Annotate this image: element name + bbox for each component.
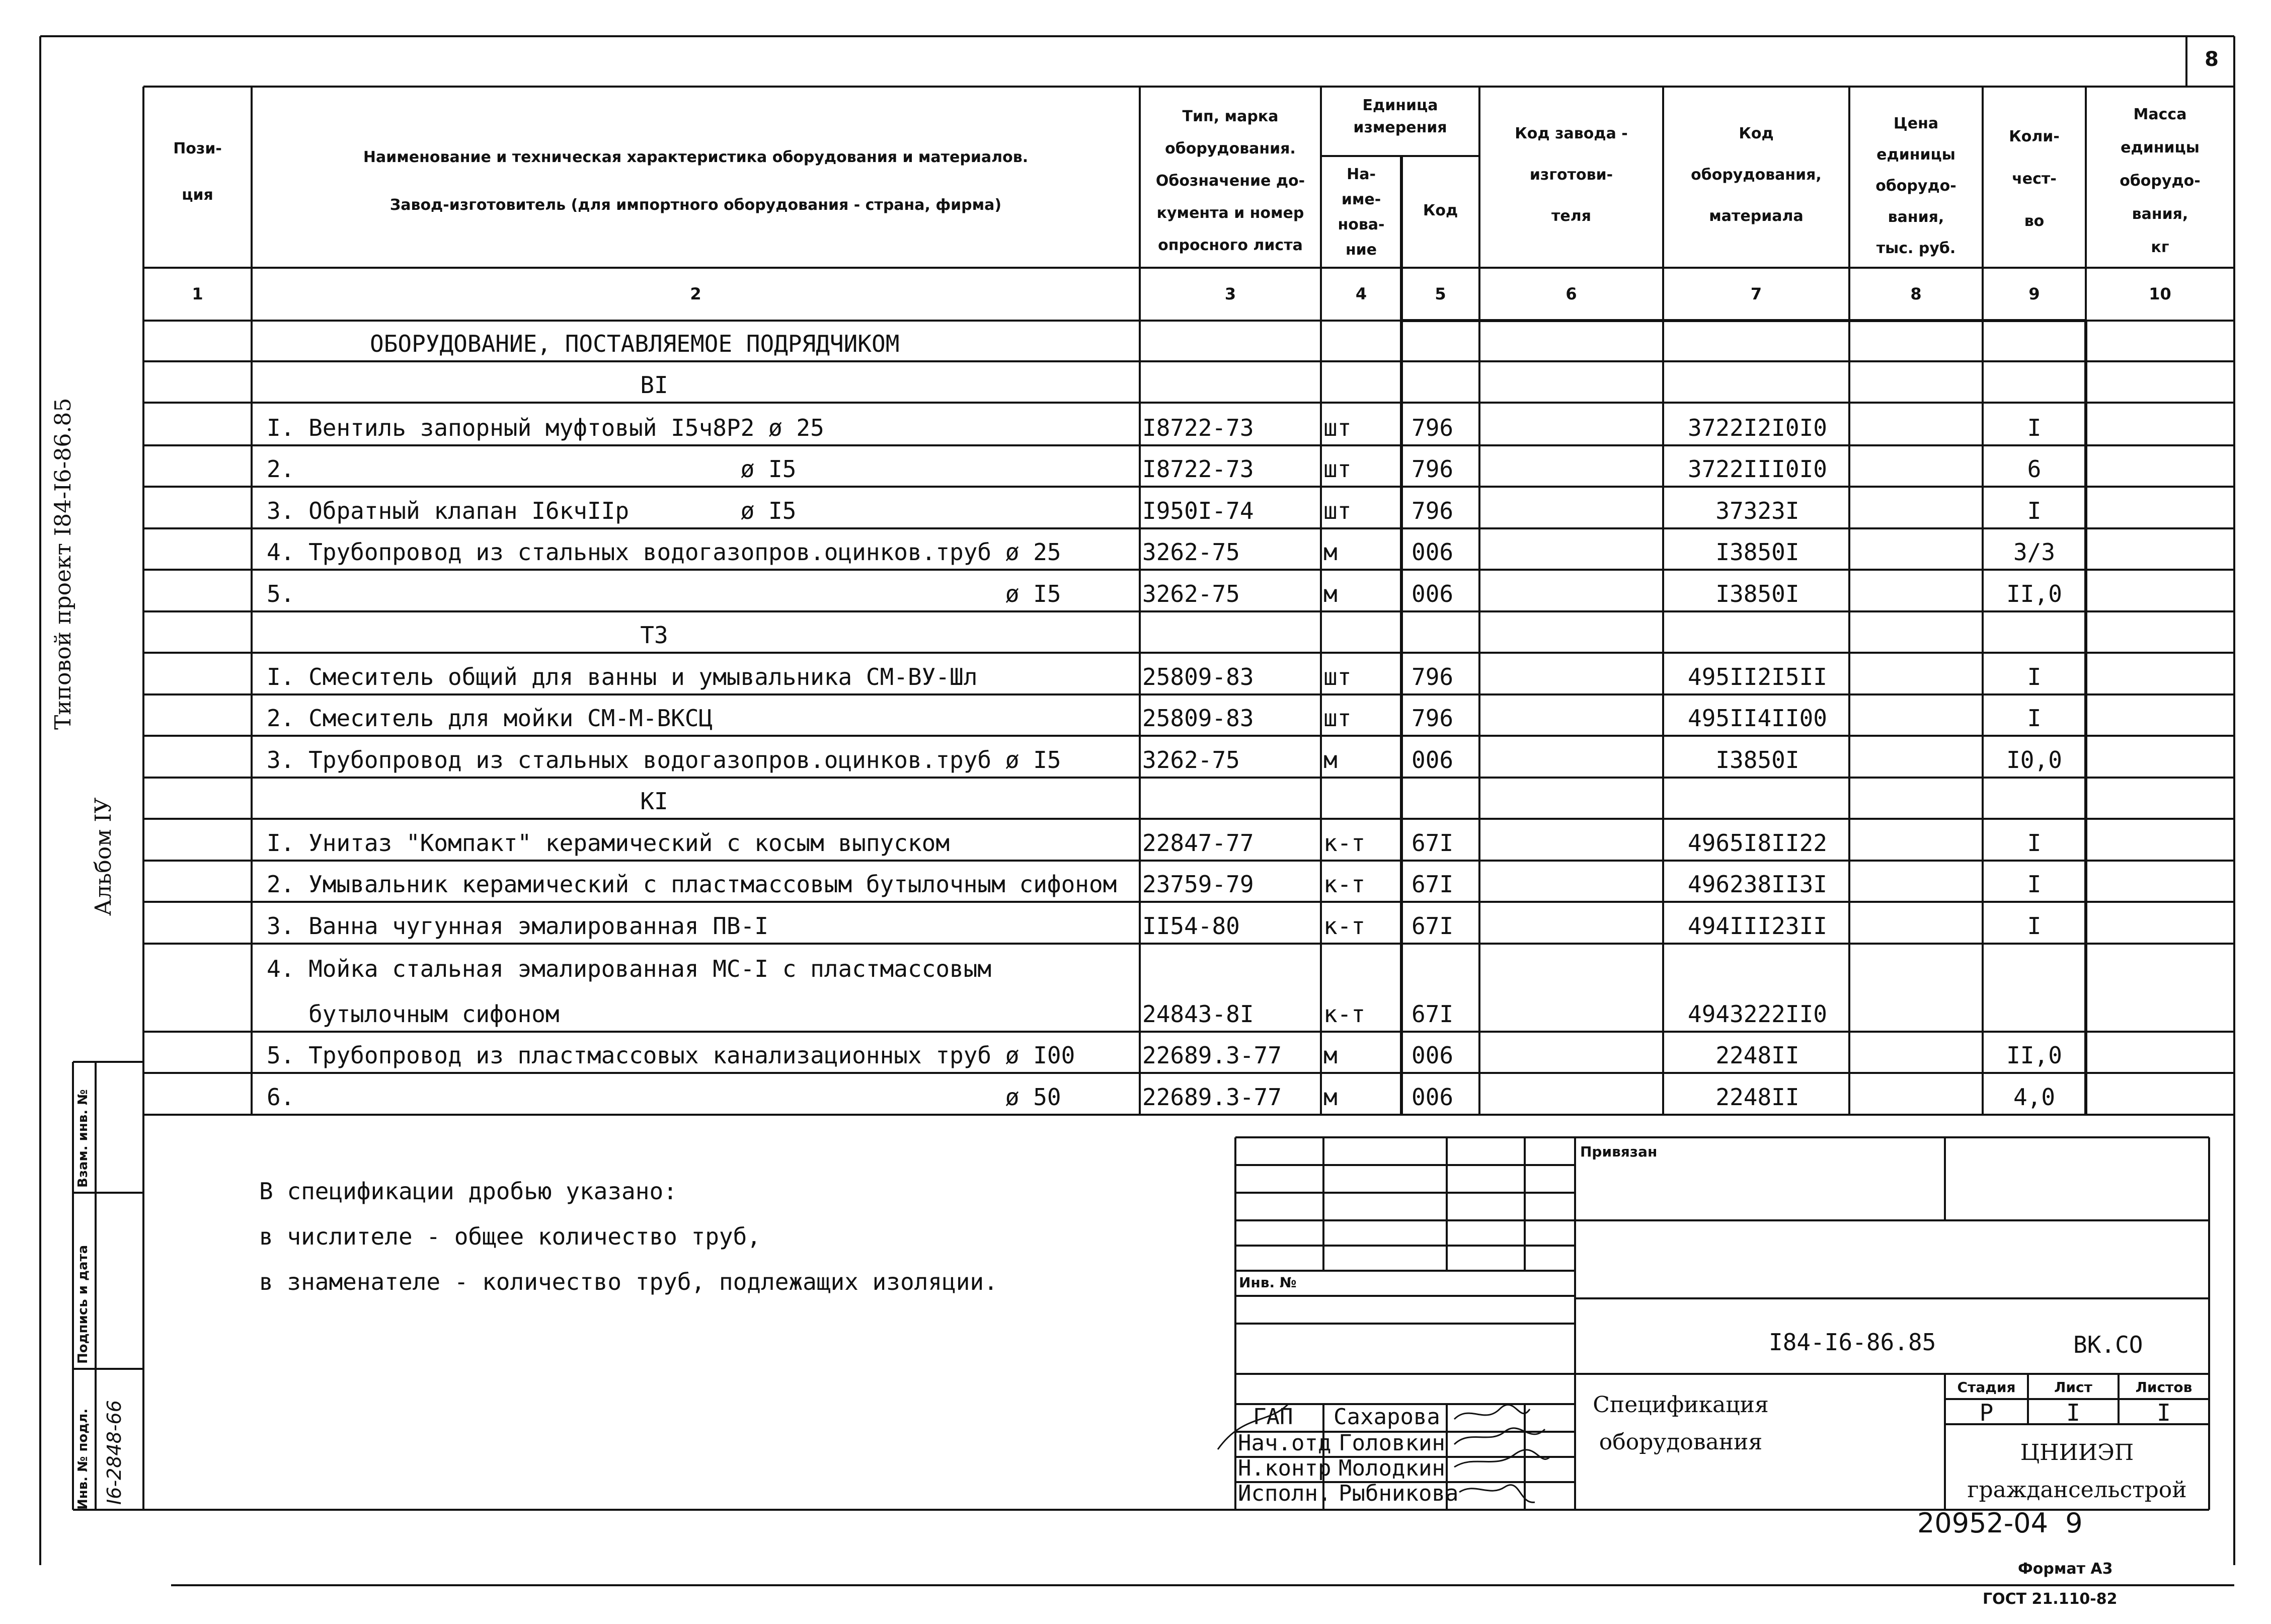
item-equipment-code: 494III23II [1688, 912, 1827, 940]
item-unit: к-т [1323, 829, 1366, 857]
role-1-name: Сахарова [1334, 1404, 1440, 1430]
role-3-name: Молодкин [1339, 1455, 1445, 1481]
item-type: 24843-8I [1142, 1000, 1254, 1028]
header-position: Пози- ция [173, 140, 222, 204]
item-type: 22689.3-77 [1142, 1042, 1282, 1069]
col-num-5: 5 [1435, 284, 1446, 303]
item-equipment-code: 3722III0I0 [1688, 455, 1827, 483]
item-name: I. Смеситель общий для ванны и умывальника СМ-ВУ-Шл [267, 663, 978, 690]
header-equipment-code: Код оборудования, материала [1691, 125, 1822, 225]
item-type: 25809-83 [1142, 663, 1254, 690]
item-unit: шт [1323, 414, 1352, 441]
linked-label: Привязан [1580, 1143, 1658, 1160]
role-3: Н.контр [1238, 1455, 1332, 1481]
item-name: 2. Умывальник керамический с пластмассовым бутылочным сифоном [267, 871, 1117, 898]
item-name: 6. ø 50 [267, 1084, 1061, 1111]
col-num-4: 4 [1355, 284, 1367, 303]
format-label: Формат А3 [2018, 1560, 2113, 1578]
item-name: I. Унитаз "Компакт" керамический с косым выпуском [267, 829, 950, 857]
item-name: 3. Трубопровод из стальных водогазопров.оцинков.труб ø I5 [267, 746, 1061, 774]
section-heading: ОБОРУДОВАНИЕ, ПОСТАВЛЯЕМОЕ ПОДРЯДЧИКОМ [370, 330, 900, 357]
item-unit: к-т [1323, 912, 1366, 940]
note-line-2: в числителе - общее количество труб, [259, 1223, 761, 1250]
item-unit: м [1323, 1042, 1338, 1069]
item-unit: к-т [1323, 1000, 1366, 1028]
col-num-10: 10 [2149, 284, 2171, 303]
inv-orig-label: Инв. № подл. [75, 1408, 91, 1510]
item-unit-code: 67I [1412, 1000, 1454, 1028]
item-unit: к-т [1323, 871, 1366, 898]
col-num-3: 3 [1224, 284, 1236, 303]
item-quantity: I [2027, 829, 2042, 857]
header-price: Цена единицы оборудо- вания, тыс. руб. [1875, 115, 1956, 257]
item-quantity: I [2027, 705, 2042, 732]
item-unit-code: 006 [1412, 1084, 1454, 1111]
sheet-value: I [2066, 1399, 2080, 1426]
item-type: 25809-83 [1142, 705, 1254, 732]
item-unit: шт [1323, 705, 1352, 732]
col-num-1: 1 [192, 284, 203, 303]
note-line-1: В спецификации дробью указано: [259, 1178, 677, 1205]
item-type: I950I-74 [1142, 497, 1254, 524]
item-type: 22689.3-77 [1142, 1084, 1282, 1111]
item-unit-code: 006 [1412, 580, 1454, 607]
header-factory-code: Код завода - изготови- теля [1515, 125, 1628, 225]
item-equipment-code: I3850I [1715, 580, 1799, 607]
item-quantity: I0,0 [2006, 746, 2062, 774]
col-num-6: 6 [1565, 284, 1577, 303]
header-mass: Масса единицы оборудо- вания, кг [2120, 106, 2201, 256]
item-quantity: 4,0 [2013, 1084, 2056, 1111]
inv-label: Инв. № [1239, 1274, 1297, 1291]
item-equipment-code: 3722I2I0I0 [1688, 414, 1827, 441]
section-code: Т3 [640, 622, 668, 649]
item-quantity: I [2027, 871, 2042, 898]
item-type: 22847-77 [1142, 829, 1254, 857]
item-unit: м [1323, 580, 1338, 607]
inv-orig-value: I6-2848-66 [103, 1400, 125, 1505]
stage-label: Стадия [1957, 1379, 2016, 1396]
item-unit: м [1323, 1084, 1338, 1111]
item-unit-code: 67I [1412, 912, 1454, 940]
item-name: 5. ø I5 [267, 580, 1061, 607]
album-label: Альбом IУ [91, 797, 116, 916]
item-quantity: 3/3 [2013, 538, 2056, 566]
item-name: 3. Обратный клапан I6кчIIр ø I5 [267, 497, 797, 524]
item-unit-code: 006 [1412, 538, 1454, 566]
item-unit-code: 796 [1412, 455, 1454, 483]
item-unit: м [1323, 746, 1338, 774]
item-type: 3262-75 [1142, 746, 1240, 774]
item-name: 2. Смеситель для мойки СМ-М-ВКСЦ [267, 705, 713, 732]
note-line-3: в знаменателе - количество труб, подлежащих изоляции. [259, 1268, 998, 1295]
item-equipment-code: 495II2I5II [1688, 663, 1827, 690]
section-code: BI [640, 371, 668, 399]
role-1: ГАП [1253, 1404, 1293, 1430]
item-unit-code: 67I [1412, 829, 1454, 857]
role-4: Исполн. [1238, 1481, 1332, 1506]
role-2: Нач.отд [1238, 1430, 1332, 1456]
item-name: 3. Ванна чугунная эмалированная ПВ-I [267, 912, 768, 940]
stage-value: Р [1979, 1399, 1994, 1426]
sign-date-label: Подпись и дата [75, 1245, 91, 1364]
item-quantity: II,0 [2006, 1042, 2062, 1069]
item-unit-code: 006 [1412, 1042, 1454, 1069]
archive-number: 20952-04 9 [1917, 1507, 2083, 1539]
item-unit-code: 796 [1412, 414, 1454, 441]
item-equipment-code: I3850I [1715, 538, 1799, 566]
item-name: 4. Мойка стальная эмалированная МС-I с пластмассовым [267, 955, 992, 982]
doc-title: Спецификация оборудования [1593, 1392, 1769, 1455]
role-2-name: Головкин [1339, 1430, 1445, 1456]
sheets-label: Листов [2135, 1379, 2192, 1396]
item-unit-code: 796 [1412, 497, 1454, 524]
header-unit-name: На- име- нова- ние [1338, 166, 1385, 259]
project-label: Типовой проект I84-I6-86.85 [50, 398, 76, 730]
header-quantity: Коли- чест- во [2009, 128, 2060, 230]
item-equipment-code: 2248II [1715, 1042, 1799, 1069]
item-quantity: I [2027, 497, 2042, 524]
item-type: 3262-75 [1142, 538, 1240, 566]
item-equipment-code: I3850I [1715, 746, 1799, 774]
item-equipment-code: 495II4II00 [1688, 705, 1827, 732]
item-equipment-code: 2248II [1715, 1084, 1799, 1111]
role-4-name: Рыбникова [1339, 1481, 1459, 1506]
item-equipment-code: 496238II3I [1688, 871, 1827, 898]
item-name: бутылочным сифоном [267, 1000, 560, 1028]
item-type: 3262-75 [1142, 580, 1240, 607]
item-equipment-code: 37323I [1715, 497, 1799, 524]
gost-label: ГОСТ 21.110-82 [1983, 1590, 2118, 1608]
item-unit: шт [1323, 663, 1352, 690]
section-code: КI [640, 788, 668, 815]
item-name: 4. Трубопровод из стальных водогазопров.оцинков.труб ø 25 [267, 538, 1061, 566]
header-unit-code: Код [1423, 202, 1458, 219]
item-equipment-code: 4943222II0 [1688, 1000, 1827, 1028]
item-unit-code: 796 [1412, 663, 1454, 690]
header-name: Наименование и техническая характеристика оборудования и материалов. Завод-изготовитель (для импортного оборудования - страна, фирма) [363, 148, 1029, 214]
doc-code: ВК.СО [2073, 1331, 2143, 1358]
header-unit: Единица измерения [1353, 97, 1447, 136]
item-unit: шт [1323, 455, 1352, 483]
item-name: I. Вентиль запорный муфтовый I5ч8Р2 ø 25 [267, 414, 824, 441]
header-type: Тип, марка оборудования. Обозначение до- кумента и номер опросного листа [1155, 108, 1305, 254]
item-unit-code: 796 [1412, 705, 1454, 732]
item-unit-code: 006 [1412, 746, 1454, 774]
item-type: I8722-73 [1142, 414, 1254, 441]
item-type: 23759-79 [1142, 871, 1254, 898]
col-num-2: 2 [690, 284, 701, 303]
item-quantity: I [2027, 663, 2042, 690]
item-quantity: I [2027, 912, 2042, 940]
col-num-8: 8 [1910, 284, 1922, 303]
item-unit: шт [1323, 497, 1352, 524]
col-num-9: 9 [2028, 284, 2040, 303]
item-quantity: II,0 [2006, 580, 2062, 607]
item-type: I8722-73 [1142, 455, 1254, 483]
replace-inv-label: Взам. инв. № [75, 1089, 91, 1188]
col-num-7: 7 [1750, 284, 1762, 303]
item-unit-code: 67I [1412, 871, 1454, 898]
sheets-value: I [2157, 1399, 2171, 1426]
item-unit: м [1323, 538, 1338, 566]
sheet-label: Лист [2054, 1379, 2092, 1396]
item-type: II54-80 [1142, 912, 1240, 940]
sheet-number: 8 [2205, 48, 2219, 71]
item-equipment-code: 4965I8II22 [1688, 829, 1827, 857]
designation: I84-I6-86.85 [1769, 1329, 1936, 1356]
item-quantity: 6 [2027, 455, 2042, 483]
item-name: 5. Трубопровод из пластмассовых канализационных труб ø I00 [267, 1042, 1075, 1069]
item-name: 2. ø I5 [267, 455, 797, 483]
item-quantity: I [2027, 414, 2042, 441]
organization: ЦНИИЭП граждансельстрой [1967, 1440, 2187, 1503]
